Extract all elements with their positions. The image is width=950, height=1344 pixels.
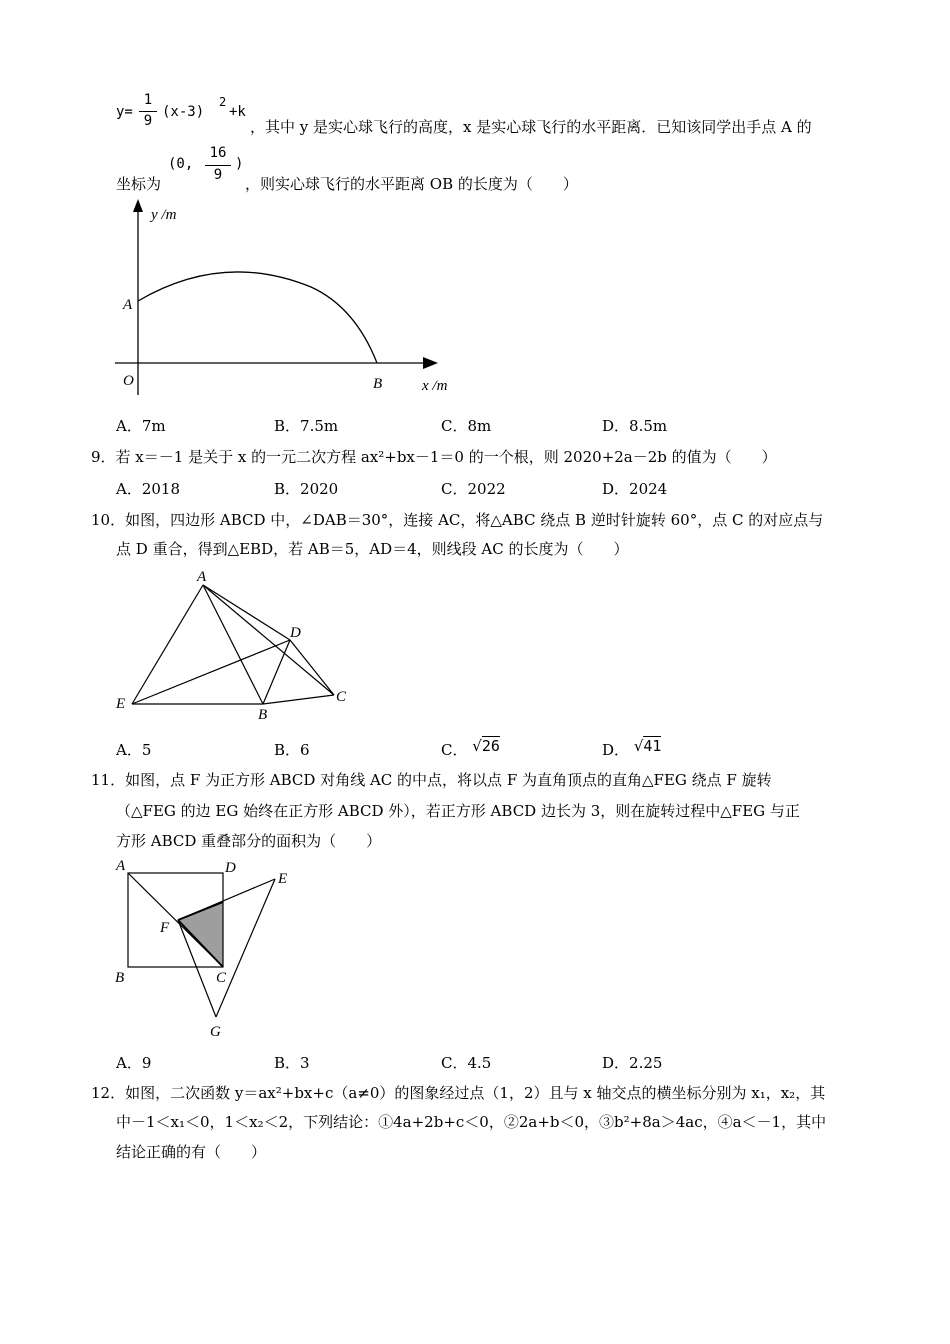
q8-text-line2-prefix: 坐标为 — [116, 175, 162, 193]
label-d: D — [225, 860, 236, 876]
point-denominator: 9 — [213, 167, 223, 183]
sqrt-41-radicand: 41 — [643, 737, 662, 755]
q12-text-line2: 中－1＜x₁＜0，1＜x₂＜2，下列结论：①4a+2b+c＜0，②2a+b＜0，③b²+8a＞4ac，④a＜－1，其中 — [116, 1113, 827, 1131]
formula-body: (x-3) — [162, 104, 205, 120]
point-close: ) — [235, 156, 244, 172]
q11-text-line2: （△FEG 的边 EG 始终在正方形 ABCD 外），若正方形 ABCD 边长为 3，则在旋转过程中△FEG 与正 — [116, 802, 800, 820]
point-open: (0, — [168, 156, 194, 172]
formula-prefix: y= — [116, 104, 133, 120]
formula-exponent: 2 — [219, 95, 227, 109]
q10-text-line1: 10．如图，四边形 ABCD 中，∠DAB＝30°，连接 AC，将△ABC 绕点 B 逆时针旋转 60°，点 C 的对应点与 — [91, 511, 824, 529]
point-fraction-bar — [205, 165, 231, 166]
x-axis-arrow — [423, 357, 438, 369]
label-e: E — [116, 696, 126, 712]
sqrt-sign-icon: √ — [633, 737, 644, 755]
q10-option-c[interactable] — [441, 739, 500, 760]
formula-fraction-bar — [139, 111, 157, 112]
point-a-label: A — [123, 297, 133, 313]
label-c: C — [216, 970, 227, 986]
q12-text-line3: 结论正确的有（ ） — [116, 1143, 267, 1161]
q11-option-b[interactable]: B．3 — [274, 1054, 310, 1072]
q10-option-a[interactable]: A．5 — [116, 741, 152, 759]
q9-text: 9．若 x＝－1 是关于 x 的一元二次方程 ax²+bx－1＝0 的一个根，则 2020+2a－2b 的值为（ ） — [91, 448, 777, 466]
trajectory-curve — [138, 272, 377, 363]
sqrt-sign-icon: √ — [472, 737, 482, 755]
q12-text-line1: 12．如图，二次函数 y＝ax²+bx+c（a≠0）的图象经过点（1，2）且与 x 轴交点的横坐标分别为 x₁，x₂，其 — [91, 1084, 826, 1102]
formula-denominator: 9 — [143, 113, 153, 129]
edge-ab — [203, 585, 263, 704]
edge-bc — [263, 695, 334, 704]
origin-label: O — [123, 373, 134, 389]
q9-option-c[interactable]: C．2022 — [441, 480, 506, 498]
q8-option-b[interactable]: B．7.5m — [274, 417, 339, 435]
label-a: A — [197, 569, 207, 585]
label-f: F — [160, 920, 170, 936]
edge-ad — [203, 585, 290, 640]
q8-option-a[interactable]: A．7m — [116, 417, 166, 435]
label-b: B — [115, 970, 125, 986]
edge-ae — [132, 585, 203, 704]
q8-trajectory-graph — [105, 195, 465, 400]
q10-option-d[interactable] — [602, 739, 661, 760]
q11-option-a[interactable]: A．9 — [116, 1054, 152, 1072]
q8-text-line2: ，则实心球飞行的水平距离 OB 的长度为（ ） — [245, 175, 578, 193]
q10-option-d-label: D． — [602, 741, 630, 759]
q8-text-line1: ，其中 y 是实心球飞行的高度，x 是实心球飞行的水平距离．已知该同学出手点 A 的 — [250, 118, 812, 136]
label-c: C — [336, 689, 347, 705]
q9-option-b[interactable]: B．2020 — [274, 480, 339, 498]
label-b: B — [258, 707, 268, 723]
q9-option-d[interactable]: D．2024 — [602, 480, 668, 498]
q11-text-line1: 11．如图，点 F 为正方形 ABCD 对角线 AC 的中点，将以点 F 为直角顶点的直角△FEG 绕点 F 旋转 — [91, 771, 772, 789]
formula-numerator: 1 — [143, 92, 153, 108]
edge-dc — [290, 640, 334, 695]
q8-option-d[interactable]: D．8.5m — [602, 417, 668, 435]
y-axis-label: y /m — [151, 207, 177, 223]
label-d: D — [290, 625, 301, 641]
q11-square-figure — [110, 852, 300, 1042]
q11-option-d[interactable]: D．2.25 — [602, 1054, 663, 1072]
x-axis-label: x /m — [422, 378, 448, 394]
edge-ed — [132, 640, 290, 704]
sqrt-26 — [472, 737, 500, 755]
q9-option-a[interactable]: A．2018 — [116, 480, 181, 498]
q11-option-c[interactable]: C．4.5 — [441, 1054, 492, 1072]
sqrt-41 — [634, 737, 662, 755]
q10-option-c-label: C． — [441, 741, 468, 759]
point-numerator: 16 — [209, 145, 227, 161]
label-g: G — [210, 1024, 221, 1040]
sqrt-26-radicand: 26 — [481, 737, 500, 755]
q10-quadrilateral-figure — [110, 565, 360, 725]
q10-option-b[interactable]: B．6 — [274, 741, 310, 759]
q10-text-line2: 点 D 重合，得到△EBD，若 AB＝5，AD＝4，则线段 AC 的长度为（ ） — [116, 540, 629, 558]
point-b-label: B — [373, 376, 383, 392]
edge-ac — [203, 585, 334, 695]
y-axis-arrow — [133, 199, 143, 212]
label-a: A — [116, 858, 126, 874]
q11-text-line3: 方形 ABCD 重叠部分的面积为（ ） — [116, 832, 382, 850]
formula-tail: +k — [229, 104, 246, 120]
q8-option-c[interactable]: C．8m — [441, 417, 492, 435]
label-e: E — [278, 871, 288, 887]
